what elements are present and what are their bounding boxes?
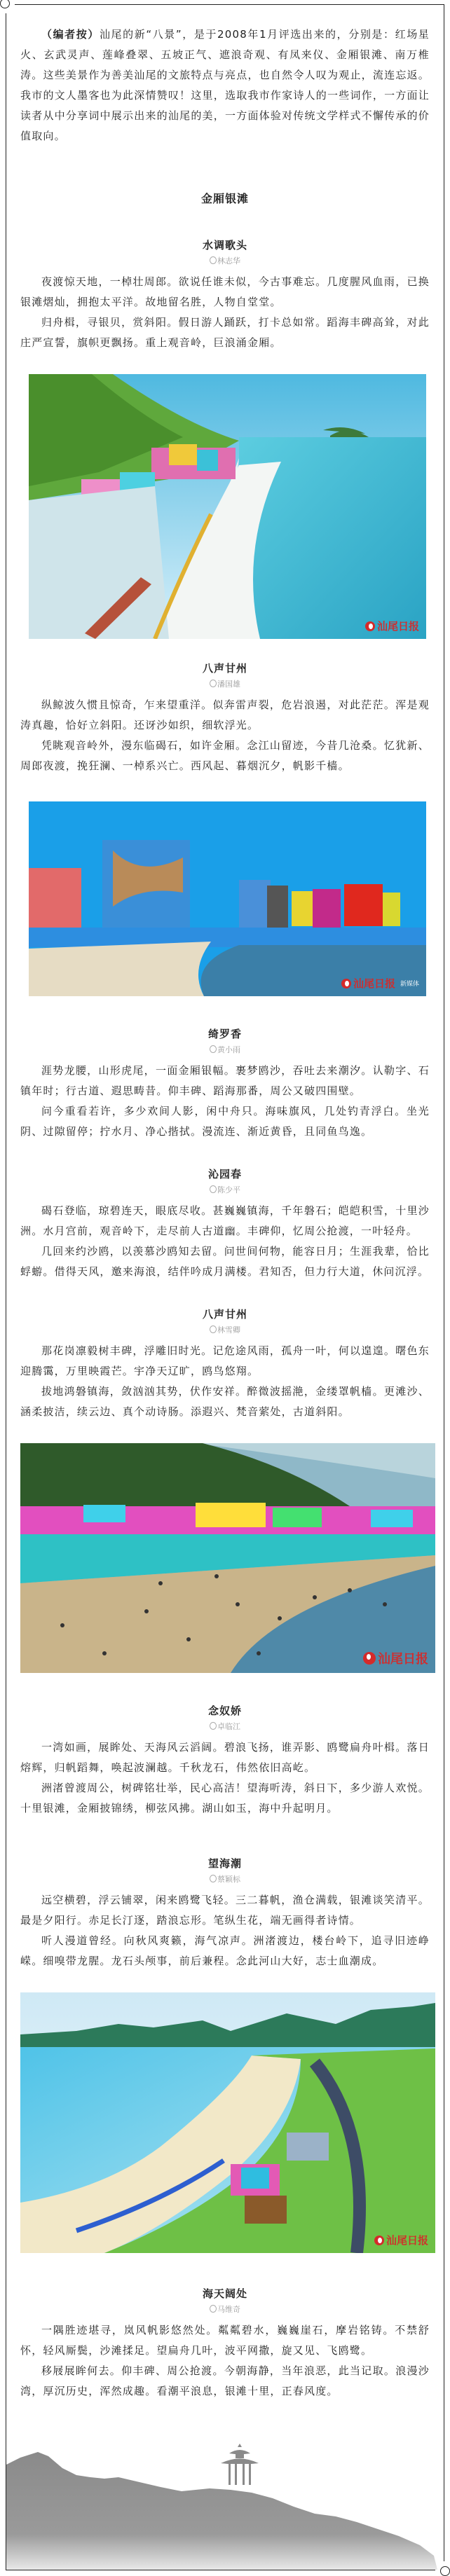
editor-note-text: 汕尾的新“八景”，是于2008年1月评选出来的，分别是：红场星火、玄武灵声、莲峰叠翠、五坡正气、遮浪奇观、有凤来仪、金厢银滩、南万椎涛。这些美景作为善美汕尾的文旅特点与亮点，也自然令人叹为观止，流连忘返。我市的文人墨客也为此深情赞叹！这里，选取我市作家诗人的一些词作，一方面让读者从中分享词中展示出来的汕尾的美，一方面体验对传统文学样式不懈传承的价值取向。 xyxy=(20,28,430,142)
poem-title: 水调歌头 xyxy=(202,239,247,252)
circle-icon xyxy=(210,680,217,687)
author-name: 蔡颖标 xyxy=(217,1875,240,1884)
poem-stanza: 那花岗凛毅树丰碑，浮雕旧时光。记危途风雨，孤舟一叶，何以遑遑。曙色东迎腾霭，万里映霞芒。宇净天辽旷，鸥鸟悠翔。 xyxy=(20,1344,430,1377)
poem-stanza: 涯势龙腰，山形虎尾，一面金厢银幅。裹梦鸥沙，吞吐去来潮汐。认勒字、石镇年时；行古道、遐思畴昔。仰丰碑、蹈海那番，周公又破四围壁。 xyxy=(20,1064,430,1097)
crowded-beach-image xyxy=(20,1443,435,1673)
poem-author xyxy=(20,1183,430,1198)
poem-stanza: 几回来约沙鸥，以羡慕沙鸥知去留。问世间何物，能容日月；生涯我辈，恰比蜉蝣。借得天风，邀来海浪，结伴吟成月满楼。君知否，但力行大道，休问沉浮。 xyxy=(20,1245,430,1278)
poem-stanza: 碣石登临，琼碧连天，眼底尽收。甚巍巍镇海，千年磐石；皑皑积雪，十里沙洲。水月宫前，观音岭下，走尽前人古道幽。丰碑仰，忆周公抢渡，一叶轻舟。 xyxy=(20,1204,430,1237)
circle-icon xyxy=(210,1185,217,1193)
poem xyxy=(20,1702,430,1819)
circle-icon xyxy=(210,1325,217,1333)
poem-title: 沁园春 xyxy=(207,1168,242,1180)
poem-author xyxy=(20,1042,430,1058)
poem-title: 海天阔处 xyxy=(202,2287,247,2300)
poem xyxy=(20,660,430,776)
poem-title: 绮罗香 xyxy=(207,1028,242,1040)
author-name: 潘国雄 xyxy=(217,680,240,689)
circle-icon xyxy=(210,1875,217,1882)
poem-stanza: 远空横碧，浮云铺翠，闲来鸥鹭飞轻。三二暮帆，渔仓满载，银滩谈笑清平。最是夕阳行。赤足长汀逐，踏浪忘形。笔纵生花，端无画得者诗情。 xyxy=(20,1894,430,1927)
poem xyxy=(20,1026,430,1142)
footer-ink-landscape xyxy=(6,2444,444,2570)
photo-mural-buildings xyxy=(29,801,426,996)
article-content xyxy=(6,5,444,2402)
author-name: 陈少平 xyxy=(217,1185,240,1194)
photo-beach-aerial xyxy=(29,374,426,639)
newspaper-watermark xyxy=(341,976,419,991)
poem xyxy=(20,237,430,353)
circle-icon xyxy=(210,1722,217,1730)
circle-icon xyxy=(210,2305,217,2313)
beach-aerial-image xyxy=(29,374,426,639)
article-frame xyxy=(6,4,444,2570)
pavilion-mountain-icon xyxy=(6,2444,443,2570)
watermark-subtext: 新媒体 xyxy=(400,981,419,988)
circle-icon xyxy=(210,256,217,264)
circle-icon xyxy=(210,1045,217,1053)
poem xyxy=(20,1855,430,1971)
poem-stanza: 归舟楫，寻银贝，赏斜阳。假日游人踊跃，打卡总如常。蹈海丰碑高耸，对此庄严宣誓，旗帜更飘扬。重上观音岭，巨浪涌金厢。 xyxy=(20,316,430,349)
newspaper-logo-icon xyxy=(374,2236,384,2245)
photo-crowded-beach xyxy=(20,1443,435,1673)
newspaper-logo-icon xyxy=(341,979,351,989)
author-name: 林雪卿 xyxy=(217,1325,240,1335)
poem xyxy=(20,1306,430,1422)
poem-stanza: 纵鲸波久惯且惊奇，乍来望重洋。似奔雷声裂，危岩浪遏，对此茫茫。浑是观涛真趣，恰好立斜阳。还讶沙如织，细软浮光。 xyxy=(20,698,430,731)
editor-note xyxy=(20,25,430,146)
poem-title: 八声甘州 xyxy=(202,662,247,675)
poem-title: 念奴娇 xyxy=(207,1704,242,1717)
poem-stanza: 拔地鸿磐镇海，敛汹汹其势，伏作安祥。醉微波摇滟，金缕罩帆樯。更滩沙、涵柔披洁，续云边、真个动诗肠。添遐兴、梵音萦处，古道斜阳。 xyxy=(20,1385,430,1418)
poem-author xyxy=(20,1872,430,1887)
poem-author xyxy=(20,677,430,692)
poem-author xyxy=(20,2302,430,2317)
frame-corner-ornament xyxy=(5,4,15,13)
photo-bay-aerial xyxy=(20,1992,435,2253)
editor-note-label: （编者按） xyxy=(41,28,100,41)
poem-author xyxy=(20,254,430,269)
newspaper-watermark xyxy=(374,2233,428,2247)
author-name: 马维奇 xyxy=(217,2305,240,2314)
poem-stanza: 移屐展眸何去。仰丰碑、周公抢渡。今朝海静，当年浪恶，此当记取。浪漫沙湾，厚沉历史，浑然成趣。看潮平浪息，银滩十里，正春风度。 xyxy=(20,2364,430,2397)
poem-stanza: 听人漫道曾经。向秋风爽籁，海气凉声。洲渚渡边，楼台岭下，追寻旧迹峥嵘。细嗅带龙腥。龙石头颅事，前后兼程。念此河山大好，志士血潮成。 xyxy=(20,1934,430,1967)
bay-aerial-image xyxy=(20,1992,435,2253)
author-name: 林志华 xyxy=(217,256,240,266)
poem-author xyxy=(20,1719,430,1735)
poem-title: 望海潮 xyxy=(207,1857,242,1870)
newspaper-watermark xyxy=(365,619,419,633)
mural-buildings-image xyxy=(29,801,426,996)
watermark-text: 汕尾日报 xyxy=(353,977,395,990)
poem-stanza: 问今重看若许，多少欢间人影，闲中舟只。海味旗风，几处钓青浮白。坐光阴、过隙留停；拧水月、净心揩拭。漫流连、渐近黄昏，且同鱼鸟逸。 xyxy=(20,1105,430,1138)
author-name: 卓临江 xyxy=(217,1722,240,1731)
poem-stanza: 一湾如画，展眸处、天海风云滔阔。碧浪飞扬，谁弄影、鸥鹭扁舟叶楫。落日熔辉，归帆蹈舞，唤起波澜越。千秋龙石，伟然依旧高屹。 xyxy=(20,1741,430,1774)
poem-author xyxy=(20,1323,430,1338)
section-title: 金厢银滩 xyxy=(200,192,249,205)
poem xyxy=(20,2285,430,2402)
newspaper-logo-icon xyxy=(365,621,375,631)
author-name: 黄小雨 xyxy=(217,1045,240,1054)
watermark-text: 汕尾日报 xyxy=(376,620,419,633)
watermark-text: 汕尾日报 xyxy=(386,2234,428,2247)
poem-stanza: 一隅胜迹堪寻，岚风帆影悠然处。粼粼碧水，巍巍崖石，摩岩铭铸。不禁舒怀，轻风厮鬓，沙滩揉足。望扁舟几叶，波平网撒，旋又见、飞鸥鹭。 xyxy=(20,2324,430,2357)
poem-stanza: 夜渡惊天地，一棹壮周郎。欲说任谁未似，今古事难忘。几度腥风血雨，已换银滩熠灿，拥抱太平洋。故地留名胜，人物自堂堂。 xyxy=(20,275,430,308)
poem-title: 八声甘州 xyxy=(202,1308,247,1321)
poem-stanza: 洲渚曾渡周公，树碑铭壮举，民心高洁！望海听涛，斜日下，多少游人欢悦。十里银滩，金厢披锦绣，柳弦风拂。湖山如玉，海中升起明月。 xyxy=(20,1782,430,1814)
watermark-text: 汕尾日报 xyxy=(378,1652,428,1667)
poem xyxy=(20,1166,430,1282)
newspaper-watermark xyxy=(363,1649,428,1667)
poem-stanza: 凭眺观音岭外，漫东临碣石，如许金厢。念江山留迹，今昔几沧桑。忆犹新、周郎夜渡，挽狂澜、一棹系兴亡。西风起、暮烟沉夕，帆影千樯。 xyxy=(20,739,430,772)
newspaper-logo-icon xyxy=(363,1652,376,1665)
